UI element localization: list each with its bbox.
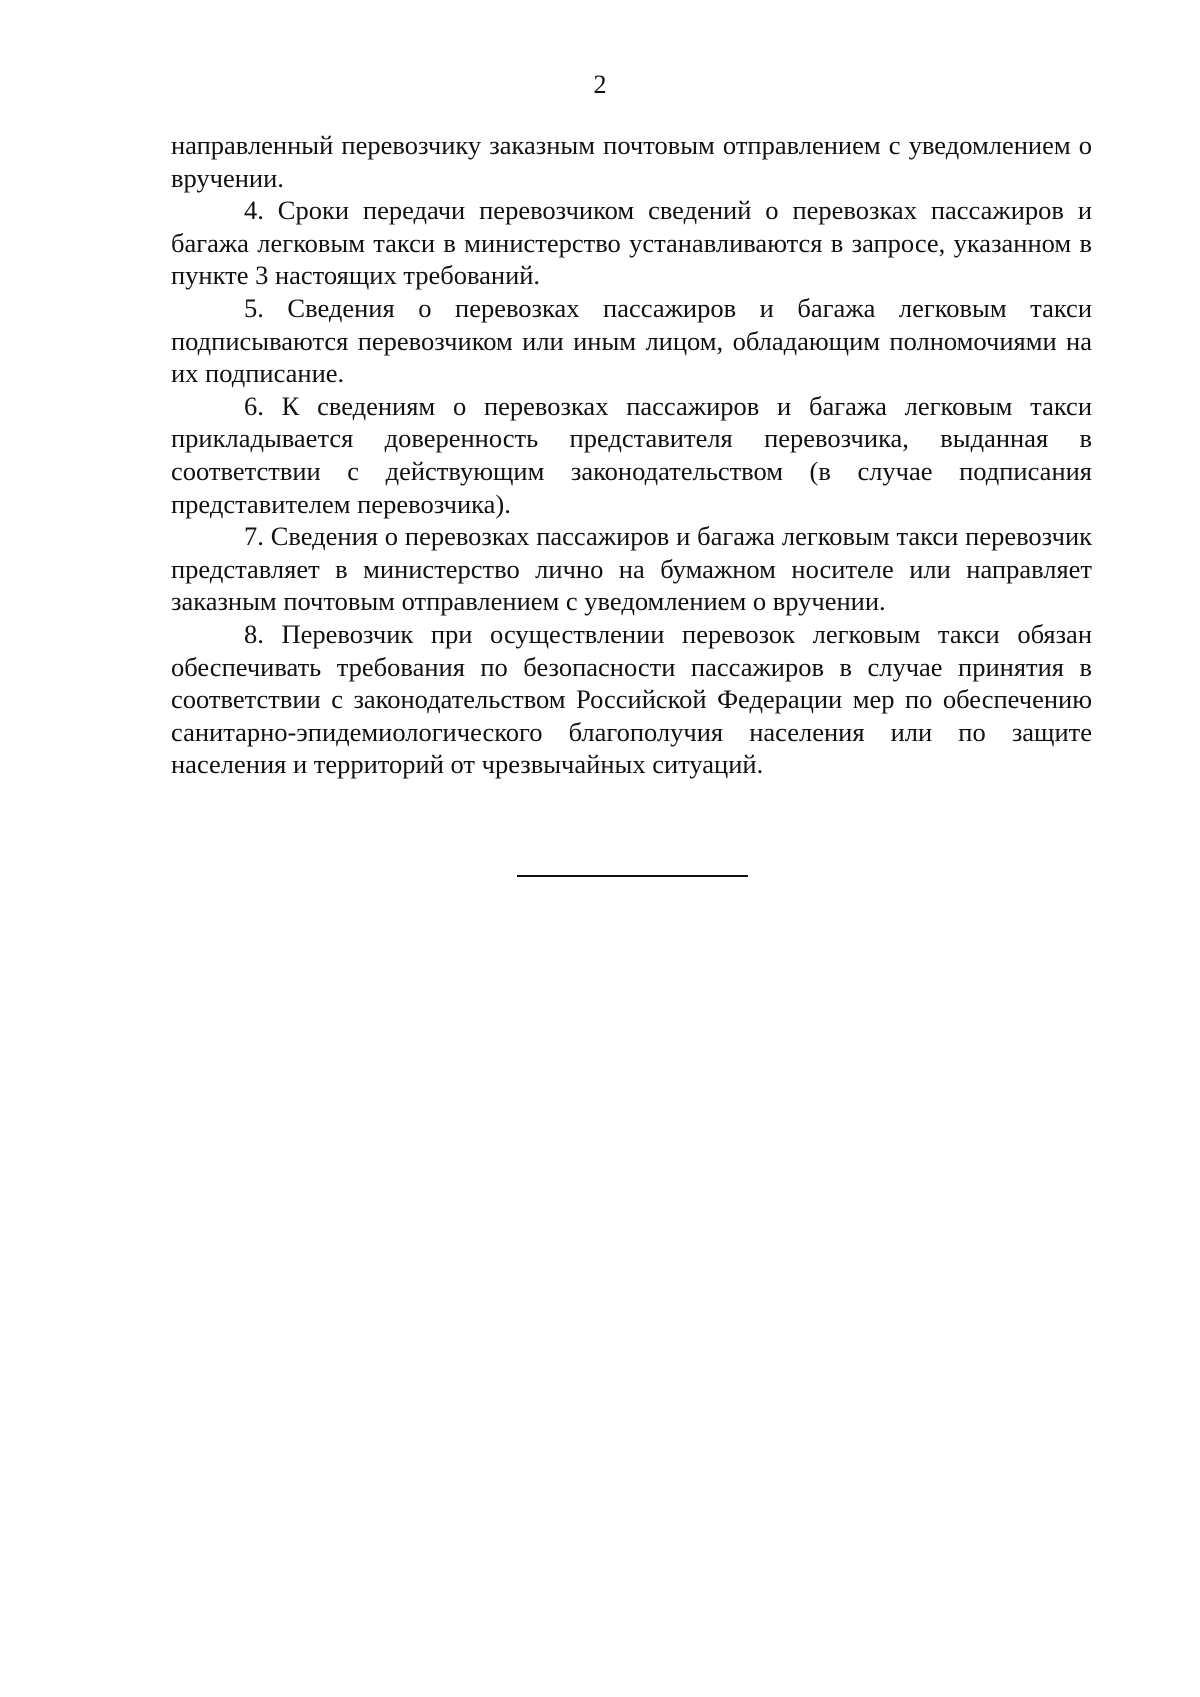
document-body bbox=[171, 129, 1092, 781]
paragraph-item-7: 7. Сведения о перевозках пассажиров и багажа легковым такси перевозчик представляет в министерство лично на бумажном носителе или направляет заказным почтовым отправлением с уведомлением о вручении. bbox=[171, 521, 1092, 617]
page-number: 2 bbox=[593, 70, 607, 99]
paragraph-item-5: 5. Сведения о перевозках пассажиров и багажа легковым такси подписываются перевозчиком или иным лицом, обладающим полномочиями на их подписание. bbox=[171, 292, 1092, 389]
end-of-document-divider bbox=[517, 875, 748, 877]
paragraph-item-4: 4. Сроки передачи перевозчиком сведений о перевозках пассажиров и багажа легковым такси в министерство устанавливаются в запросе, указанном в пункте 3 настоящих требований. bbox=[171, 195, 1092, 291]
paragraph-item-8: 8. Перевозчик при осуществлении перевозок легковым такси обязан обеспечивать требования по безопасности пассажиров в случае принятия в соответствии с законодательством Российской Федерации мер по обеспечению санитарно-эпидемиологического благополучия населения или по защите населения и территорий от чрезвычайных ситуаций. bbox=[171, 618, 1092, 780]
paragraph-continuation: направленный перевозчику заказным почтовым отправлением с уведомлением о вручении. bbox=[171, 130, 1092, 193]
paragraph-item-6: 6. К сведениям о перевозках пассажиров и багажа легковым такси прикладывается доверенность представителя перевозчика, выданная в соответствии с действующим законодательством (в случае подписания представителем перевозчика). bbox=[171, 390, 1092, 519]
